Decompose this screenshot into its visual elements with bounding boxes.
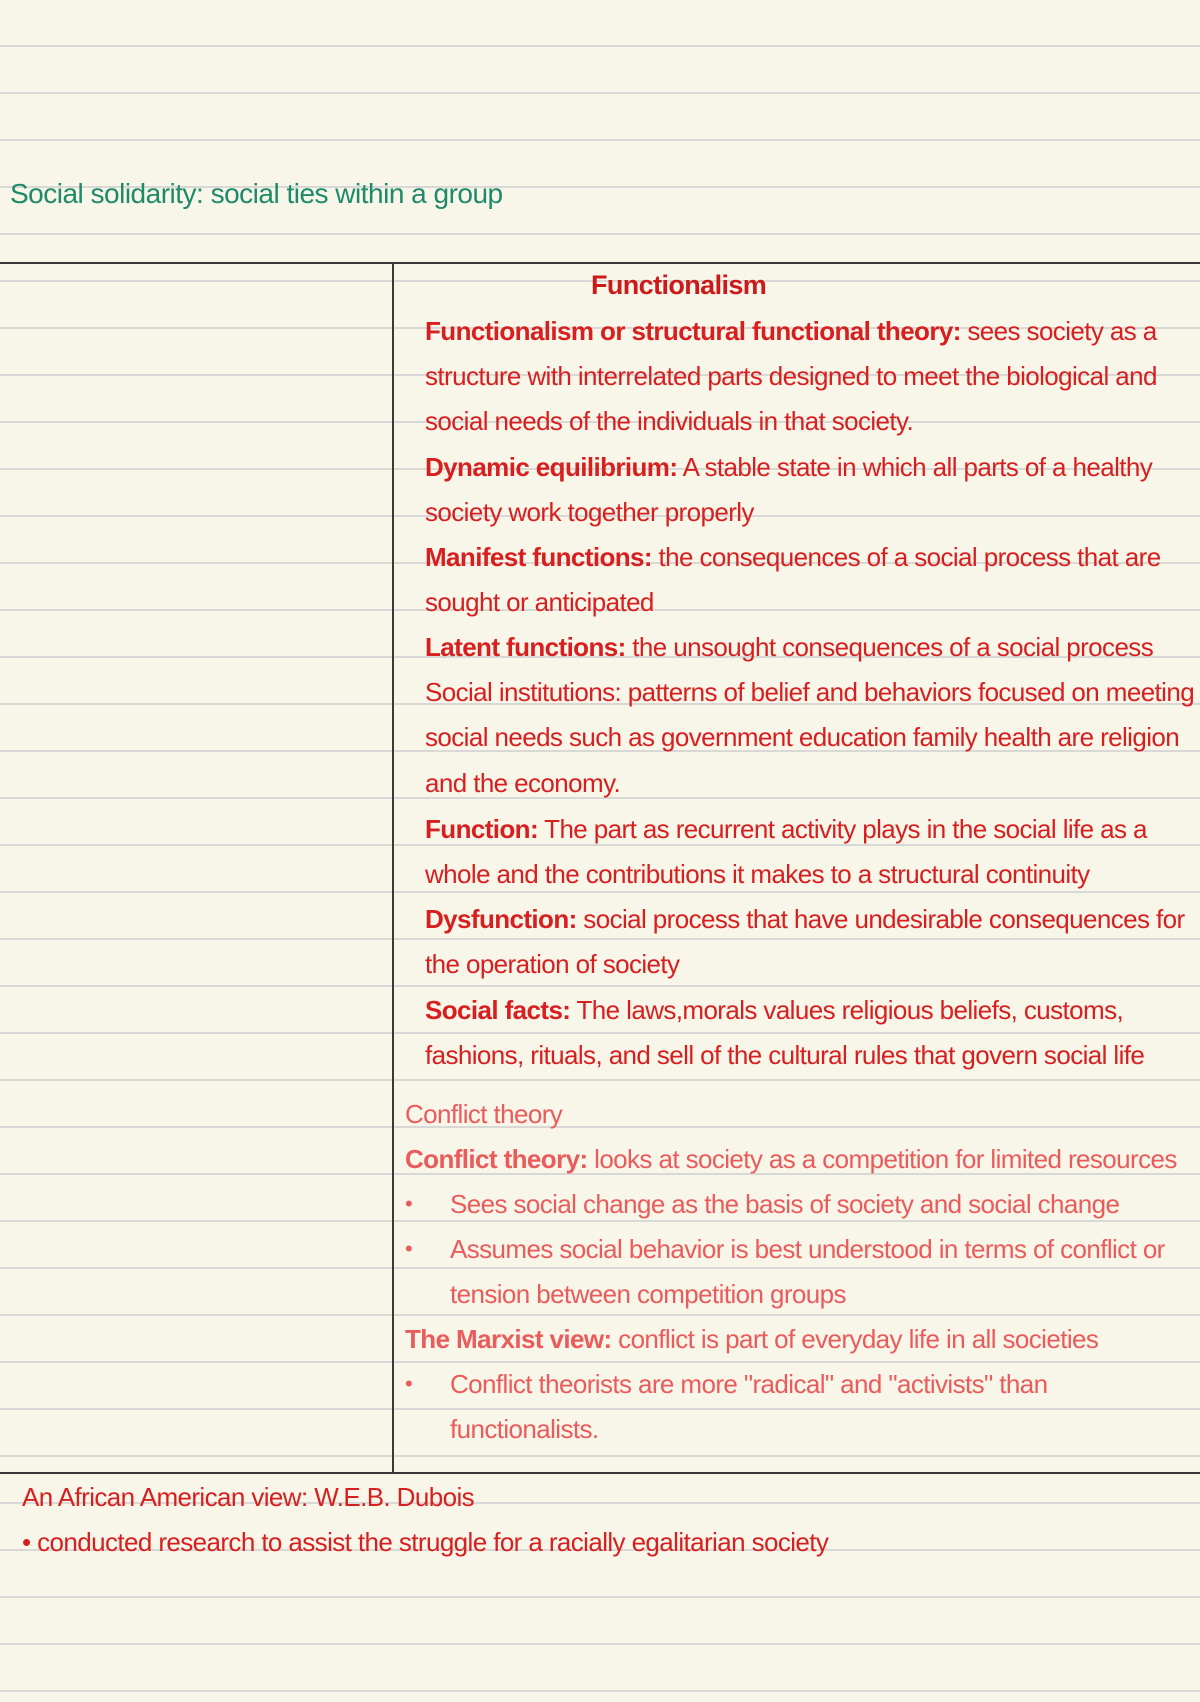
definition-text: The laws,morals values religious beliefs, customs,	[570, 995, 1124, 1025]
term-label: Function:	[425, 814, 539, 844]
functionalism-entry	[425, 812, 1147, 846]
definition-line: the operation of society	[425, 949, 680, 979]
definition-text: social process that have undesirable consequences for	[576, 904, 1185, 934]
definition-text: the consequences of a social process that are	[651, 542, 1161, 572]
bullet-text: Assumes social behavior is best understood in terms of conflict or	[450, 1234, 1165, 1264]
cornell-summary-rule	[0, 1472, 1200, 1474]
marxist-view	[405, 1322, 1098, 1356]
definition-line: structure with interrelated parts designed to meet the biological and	[425, 361, 1157, 391]
term-label: Conflict theory:	[405, 1144, 588, 1174]
functionalism-entry	[425, 450, 1152, 484]
term-label: Dysfunction:	[425, 904, 577, 934]
definition-text: A stable state in which all parts of a healthy	[677, 452, 1153, 482]
functionalism-entry	[425, 993, 1123, 1027]
bullet-text: Sees social change as the basis of society and social change	[450, 1189, 1120, 1219]
definition-text: The part as recurrent activity plays in the social life as a	[538, 814, 1147, 844]
functionalism-entry	[425, 314, 1157, 348]
definition-line: whole and the contributions it makes to a structural continuity	[425, 859, 1090, 889]
functionalism-entry	[425, 902, 1185, 936]
definition-line: society work together properly	[425, 497, 754, 527]
functionalism-entry	[425, 630, 1153, 664]
term-label: The Marxist view:	[405, 1324, 612, 1354]
term-label: Manifest functions:	[425, 542, 652, 572]
definition-line: social needs of the individuals in that society.	[425, 406, 914, 436]
cornell-cue-divider	[392, 262, 394, 1474]
definition-text: looks at society as a competition for limited resources	[587, 1144, 1177, 1174]
bullet-continuation: tension between competition groups	[450, 1279, 846, 1309]
term-label: Social facts:	[425, 995, 571, 1025]
term-label: Functionalism or structural functional theory:	[425, 316, 961, 346]
functionalism-entry	[425, 540, 1161, 574]
definition-line: social needs such as government education family health are religion	[425, 722, 1180, 752]
term-label: Latent functions:	[425, 632, 626, 662]
cornell-top-rule	[0, 262, 1200, 264]
definition-line: fashions, rituals, and sell of the cultural rules that govern social life	[425, 1040, 1145, 1070]
bullet-text: Conflict theorists are more "radical" and "activists" than	[450, 1369, 1048, 1399]
definition-line: and the economy.	[425, 768, 621, 798]
bullet-dot: •	[405, 1191, 413, 1216]
bullet-continuation: functionalists.	[450, 1414, 599, 1444]
definition-line: Social institutions: patterns of belief and behaviors focused on meeting	[425, 677, 1195, 707]
definition-text: sees society as a	[960, 316, 1157, 346]
term-label: Dynamic equilibrium:	[425, 452, 678, 482]
definition-line: sought or anticipated	[425, 587, 654, 617]
conflict-definition	[405, 1142, 1177, 1176]
definition-text: conflict is part of everyday life in all societies	[611, 1324, 1099, 1354]
functionalism-heading: Functionalism	[591, 270, 767, 300]
summary-line: • conducted research to assist the struggle for a racially egalitarian society	[22, 1527, 829, 1557]
cue-line: Social solidarity: social ties within a group	[10, 178, 503, 209]
definition-text: the unsought consequences of a social process	[625, 632, 1154, 662]
summary-line: An African American view: W.E.B. Dubois	[22, 1482, 475, 1512]
bullet-dot: •	[405, 1236, 413, 1261]
bullet-dot: •	[405, 1371, 413, 1396]
conflict-heading: Conflict theory	[405, 1099, 563, 1129]
